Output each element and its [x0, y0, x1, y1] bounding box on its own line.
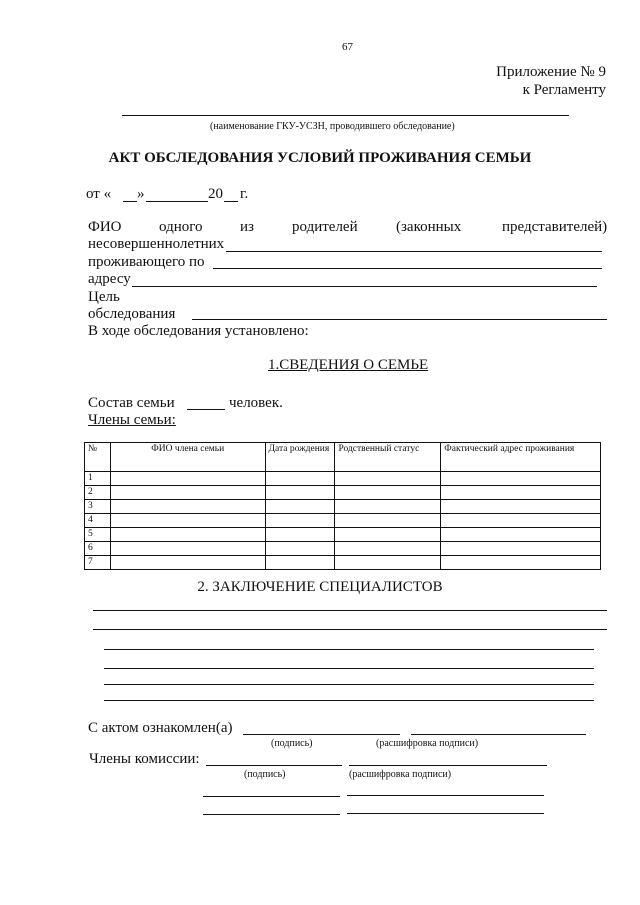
family-members-table — [84, 442, 601, 570]
conclusion-line-2 — [93, 629, 607, 630]
conclusion-line-6 — [104, 700, 594, 701]
appendix-regulation: к Регламенту — [522, 82, 606, 98]
commission-signature-caption: (подпись) — [244, 769, 286, 780]
date-quote-close: » — [137, 186, 145, 202]
row-number: 7 — [85, 556, 111, 570]
purpose-label-2: обследования — [88, 306, 176, 322]
commission-signature-line-3 — [203, 814, 340, 815]
conclusion-line-4 — [104, 668, 594, 669]
acquainted-signature-line — [243, 734, 400, 735]
table-header-row — [85, 443, 601, 472]
section-family-heading: 1.СВЕДЕНИЯ О СЕМЬЕ — [268, 357, 429, 373]
acquainted-label: С актом ознакомлен(а) — [88, 720, 233, 736]
conclusion-line-5 — [104, 684, 594, 685]
commission-signature-line-1 — [206, 765, 342, 766]
table-row — [85, 542, 601, 556]
date-year-blank — [224, 201, 238, 202]
date-day-blank — [123, 201, 137, 202]
date-month-blank — [146, 201, 208, 202]
document-title: АКТ ОБСЛЕДОВАНИЯ УСЛОВИЙ ПРОЖИВАНИЯ СЕМЬИ — [108, 150, 532, 166]
residing-blank — [213, 268, 602, 269]
section-conclusion-heading: 2. ЗАКЛЮЧЕНИЕ СПЕЦИАЛИСТОВ — [197, 579, 443, 595]
org-name-line — [122, 115, 569, 116]
table-row — [85, 472, 601, 486]
commission-decode-caption: (расшифровка подписи) — [349, 769, 452, 780]
row-number: 3 — [85, 500, 111, 514]
address-blank — [132, 286, 597, 287]
date-year-prefix: 20 — [208, 186, 223, 202]
row-number: 4 — [85, 514, 111, 528]
conclusion-line-1 — [93, 610, 607, 611]
minors-label: несовершеннолетних — [88, 236, 225, 252]
purpose-blank — [192, 319, 607, 320]
fio-word-5: (законных — [396, 219, 462, 235]
table-row — [85, 486, 601, 500]
findings-label: В ходе обследования установлено: — [88, 323, 309, 339]
fio-word-1: ФИО — [88, 219, 122, 235]
commission-signature-line-2 — [203, 796, 340, 797]
org-name-caption: (наименование ГКУ-УСЗН, проводившего обследование) — [210, 121, 455, 132]
commission-decode-line-3 — [347, 813, 544, 814]
page-number: 67 — [342, 41, 353, 53]
row-number: 5 — [85, 528, 111, 542]
header-actual-address: Фактический адрес проживания — [441, 443, 601, 472]
minors-blank — [226, 251, 602, 252]
table-row — [85, 528, 601, 542]
fio-word-2: одного — [159, 219, 203, 235]
residing-label: проживающего по — [88, 254, 205, 270]
row-number: 6 — [85, 542, 111, 556]
header-number: № — [85, 443, 111, 472]
fio-word-3: из — [240, 219, 254, 235]
commission-label: Члены комиссии: — [89, 751, 200, 767]
commission-decode-line-1 — [349, 765, 547, 766]
table-row — [85, 556, 601, 570]
fio-word-4: родителей — [292, 219, 358, 235]
date-year-suffix: г. — [240, 186, 249, 202]
fio-word-6: представителей) — [502, 219, 608, 235]
row-number: 2 — [85, 486, 111, 500]
acquainted-decode-line — [411, 734, 586, 735]
date-prefix: от « — [86, 186, 112, 202]
acquainted-signature-caption: (подпись) — [271, 738, 313, 749]
acquainted-decode-caption: (расшифровка подписи) — [376, 738, 479, 749]
conclusion-line-3 — [104, 649, 594, 650]
family-members-label: Члены семьи: — [88, 412, 176, 428]
family-size-unit: человек. — [229, 395, 283, 411]
commission-decode-line-2 — [347, 795, 544, 796]
row-number: 1 — [85, 472, 111, 486]
header-member-name: ФИО члена семьи — [110, 443, 265, 472]
appendix-number: Приложение № 9 — [496, 64, 606, 80]
address-label: адресу — [88, 271, 131, 287]
purpose-label-1: Цель — [88, 289, 120, 305]
table-row — [85, 514, 601, 528]
header-relation-status: Родственный статус — [335, 443, 441, 472]
family-size-label: Состав семьи — [88, 395, 175, 411]
family-size-blank — [187, 409, 225, 410]
header-birth-date: Дата рождения — [265, 443, 335, 472]
table-row — [85, 500, 601, 514]
